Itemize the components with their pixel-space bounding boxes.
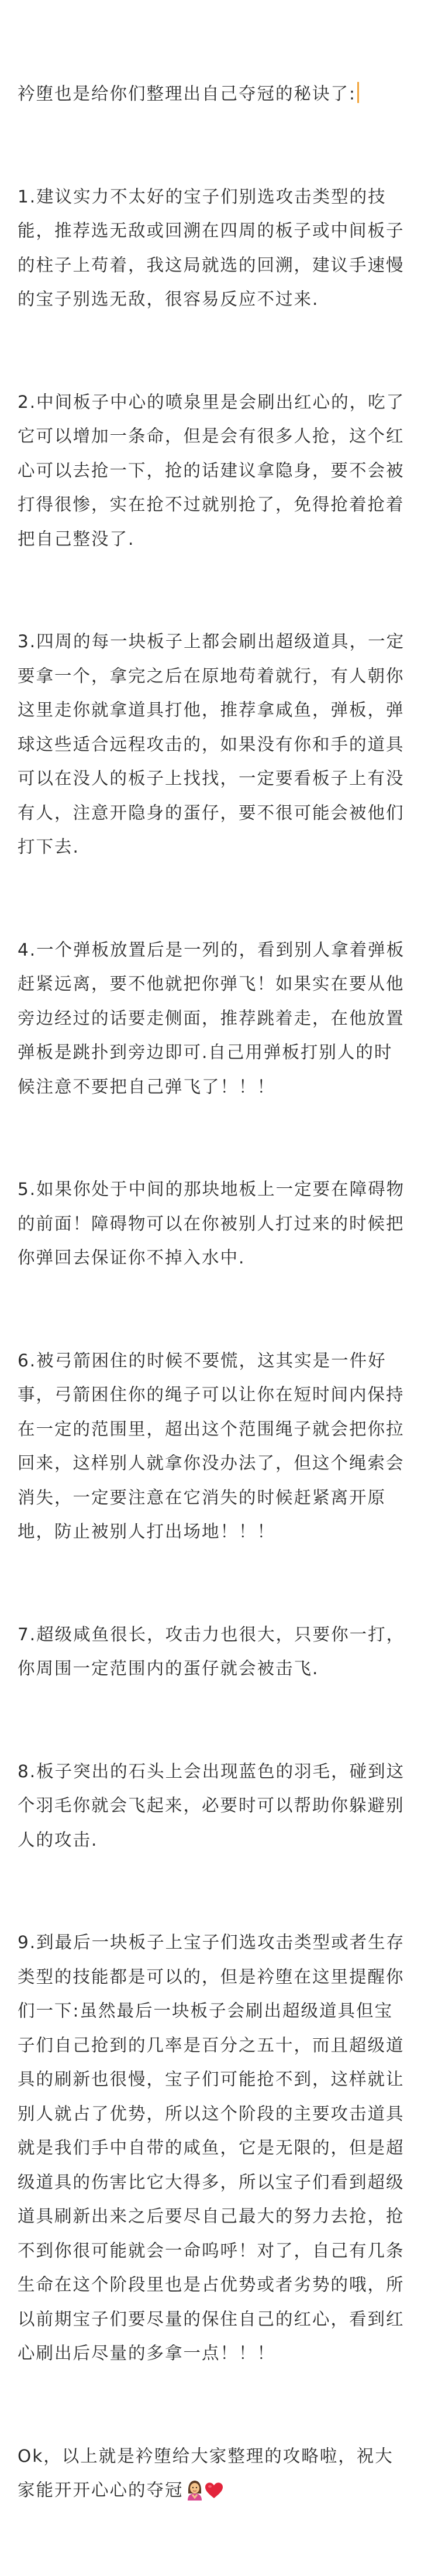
tip-paragraph-3: 3.四周的每一块板子上都会刷出超级道具，一定要拿一个，拿完之后在原地苟着就行，有人朝你这里走你就拿道具打他，推荐拿咸鱼，弹板，弹球这些适合远程攻击的，如果没有你和手的道具可以在没人的板子上找找，一定要看板子上有没有人，注意开隐身的蛋仔，要不很可能会被他们打下去. [18, 631, 405, 857]
note-title [18, 77, 406, 111]
tip-paragraph-7: 7.超级咸鱼很长，攻击力也很大，只要你一打，你周围一定范围内的蛋仔就会被击飞. [18, 1624, 405, 1678]
heart-emoji-icon [205, 2477, 223, 2494]
tip-paragraph-5: 5.如果你处于中间的那块地板上一定要在障碍物的前面！障碍物可以在你被别人打过来的时候把你弹回去保证你不掉入水中. [18, 1179, 405, 1268]
tip-paragraph-8: 8.板子突出的石头上会出现蓝色的羽毛，碰到这个羽毛你就会飞起来，必要时可以帮助你躲避别人的攻击. [18, 1761, 405, 1850]
person-emoji-icon [186, 2478, 203, 2499]
text-cursor [357, 82, 359, 103]
closing-text: Ok，以上就是衿堕给大家整理的攻略啦，祝大家能开开心心的夺冠 [18, 2446, 394, 2500]
tip-paragraph-6: 6.被弓箭困住的时候不要慌，这其实是一件好事，弓箭困住你的绳子可以让你在短时间内保持在一定的范围里，超出这个范围绳子就会把你拉回来，这样别人就拿你没办法了，但这个绳索会消失，一定要注意在它消失的时候赶紧离开原地，防止被别人打出场地！！！ [18, 1350, 405, 1541]
note-title-text: 衿堕也是给你们整理出自己夺冠的秘诀了: [18, 84, 356, 104]
tip-paragraph-4: 4.一个弹板放置后是一列的，看到别人拿着弹板赶紧远离，要不他就把你弹飞！如果实在要从他旁边经过的话要走侧面，推荐跳着走，在他放置弹板是跳扑到旁边即可.自己用弹板打别人的时候注意不要把自己弹飞了！！！ [18, 939, 405, 1097]
tip-paragraph-9: 9.到最后一块板子上宝子们选攻击类型或者生存类型的技能都是可以的，但是衿堕在这里提醒你们一下:虽然最后一块板子会刷出超级道具但宝子们自己抢到的几率是百分之五十，而且超级道具的刷新也很慢，宝子们可能抢不到，这样就让别人就占了优势，所以这个阶段的主要攻击道具就是我们手中自带的咸鱼，它是无限的，但是超级道具的伤害比它大得多，所以宝子们看到超级道具刷新出来之后要尽自己最大的努力去抢，抢不到你很可能就会一命呜呼！对了，自己有几条生命在这个阶段里也是占优势或者劣势的哦，所以前期宝子们要尽量的保住自己的红心，看到红心刷出后尽量的多拿一点！！！ [18, 1932, 405, 2363]
tip-paragraph-1: 1.建议实力不太好的宝子们别选攻击类型的技能，推荐选无敌或回溯在四周的板子或中间板子的柱子上苟着，我这局就选的回溯，建议手速慢的宝子别选无敌，很容易反应不过来. [18, 186, 405, 309]
closing-paragraph [18, 2439, 406, 2508]
note-body[interactable] [18, 8, 406, 2576]
tip-paragraph-2: 2.中间板子中心的喷泉里是会刷出红心的，吃了它可以增加一条命，但是会有很多人抢，这个红心可以去抢一下，抢的话建议拿隐身，要不会被打得很惨，实在抢不过就别抢了，免得抢着抢着把自己整没了. [18, 391, 405, 549]
